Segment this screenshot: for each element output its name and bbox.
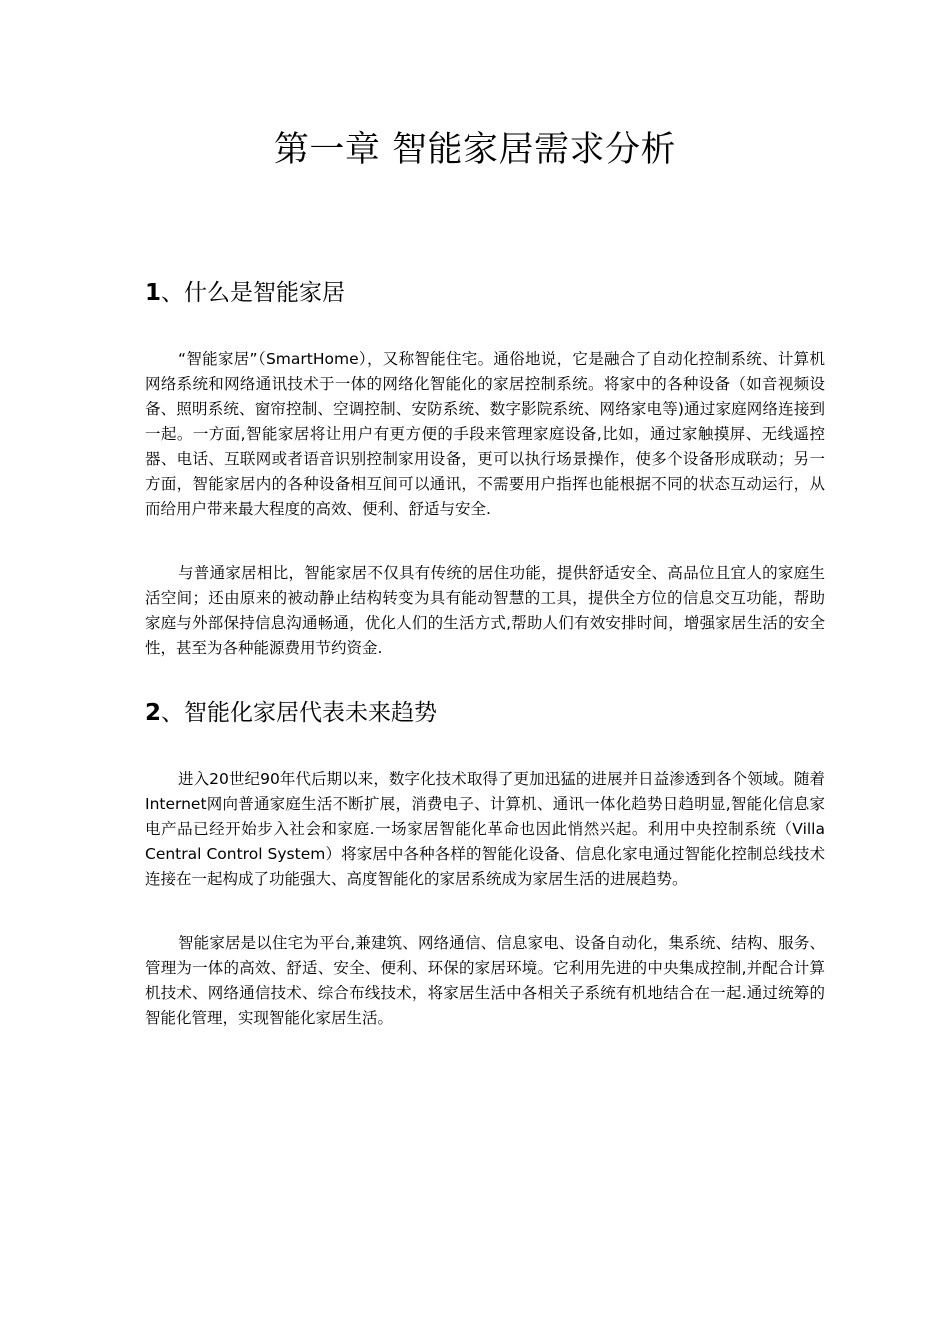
section-heading-2 bbox=[145, 697, 437, 729]
section-1-paragraph-2: 与普通家居相比，智能家居不仅具有传统的居住功能，提供舒适安全、高品位且宜人的家庭生活空间；还由原来的被动静止结构转变为具有能动智慧的工具，提供全方位的信息交互功能，帮助家庭与外部保持信息沟通畅通，优化人们的生活方式,帮助人们有效安排时间，增强家居生活的安全性，甚至为各种能源费用节约资金. bbox=[145, 564, 825, 657]
section-2-paragraph-1: 进入20世纪90年代后期以来，数字化技术取得了更加迅猛的进展并日益渗透到各个领域。随着Internet网向普通家庭生活不断扩展，消费电子、计算机、通讯一体化趋势日趋明显,智能化信息家电产品已经开始步入社会和家庭.一场家居智能化革命也因此悄然兴起。利用中央控制系统（Villa Central Control System）将家居中各种各样的智能化设备、信息化家电通过智能化控制总线技术连接在一起构成了功能强大、高度智能化的家居系统成为家居生活的进展趋势。 bbox=[145, 770, 825, 888]
section-title-2: 、智能化家居代表未来趋势 bbox=[161, 700, 438, 726]
section-heading-1 bbox=[145, 277, 345, 309]
chapter-title: 第一章 智能家居需求分析 bbox=[273, 130, 677, 170]
section-1-paragraph-1: “智能家居”（SmartHome），又称智能住宅。通俗地说，它是融合了自动化控制系统、计算机网络系统和网络通讯技术于一体的网络化智能化的家居控制系统。将家中的各种设备（如音视频设备、照明系统、窗帘控制、空调控制、安防系统、数字影院系统、网络家电等)通过家庭网络连接到一起。一方面,智能家居将让用户有更方便的手段来管理家庭设备,比如，通过家触摸屏、无线遥控器、电话、互联网或者语音识别控制家用设备，更可以执行场景操作，使多个设备形成联动；另一方面，智能家居内的各种设备相互间可以通讯，不需要用户指挥也能根据不同的状态互动运行，从而给用户带来最大程度的高效、便利、舒适与安全. bbox=[145, 350, 825, 518]
section-title-1: 、什么是智能家居 bbox=[161, 280, 346, 306]
section-number-1: 1 bbox=[145, 280, 162, 306]
section-2-paragraph-2: 智能家居是以住宅为平台,兼建筑、网络通信、信息家电、设备自动化，集系统、结构、服务、管理为一体的高效、舒适、安全、便利、环保的家居环境。它利用先进的中央集成控制,并配合计算机技术、网络通信技术、综合布线技术，将家居生活中各相关子系统有机地结合在一起.通过统筹的智能化管理，实现智能化家居生活。 bbox=[145, 934, 825, 1027]
section-number-2: 2 bbox=[145, 700, 162, 726]
